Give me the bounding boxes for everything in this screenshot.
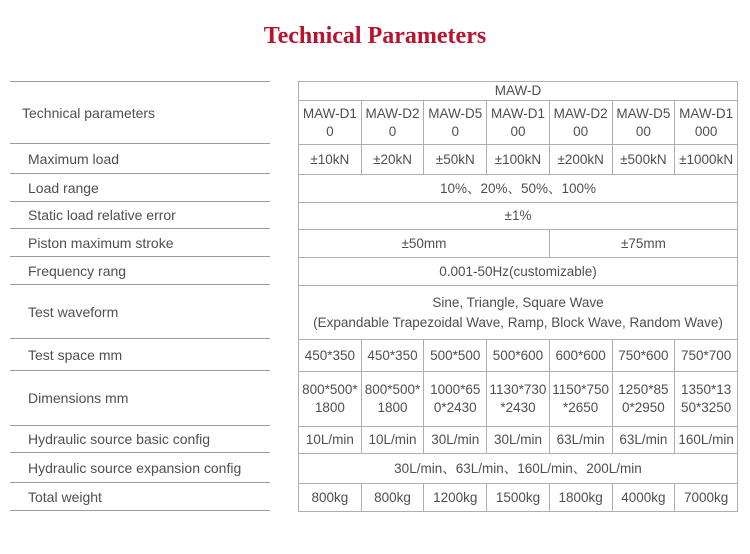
column-header-cell: MAW-D20: [361, 101, 424, 145]
table-cell: 800kg: [361, 484, 424, 512]
table-cell: 10L/min: [361, 427, 424, 454]
column-header-cell: MAW-D50: [424, 101, 487, 145]
table-row-dimensions: [299, 372, 738, 427]
table-row-test-waveform: [299, 286, 738, 340]
table-cell: 1000*650*2430: [424, 372, 487, 427]
param-label-dimensions: Dimensions mm: [10, 371, 270, 426]
table-cell: ±50kN: [424, 145, 487, 175]
column-header-cell: MAW-D100: [487, 101, 550, 145]
param-label-test-space: Test space mm: [10, 339, 270, 371]
param-label-static-load-relative-error: Static load relative error: [10, 202, 270, 229]
table-cell: ±75mm: [549, 230, 737, 258]
table-cell: 63L/min: [612, 427, 675, 454]
table-cell: 500*600: [487, 340, 550, 372]
table-cell: 800*500*1800: [299, 372, 362, 427]
table-cell: 10%、20%、50%、100%: [299, 175, 738, 203]
table-cell: 4000kg: [612, 484, 675, 512]
column-header-cell: MAW-D200: [549, 101, 612, 145]
table-row-piston-maximum-stroke: [299, 230, 738, 258]
param-label-hydraulic-expansion-config: Hydraulic source expansion config: [10, 453, 270, 483]
group-header-cell: MAW-D: [299, 82, 738, 101]
table-cell: 800*500*1800: [361, 372, 424, 427]
param-label-hydraulic-basic-config: Hydraulic source basic config: [10, 426, 270, 453]
table-cell: 450*350: [361, 340, 424, 372]
table-row-static-load-relative-error: [299, 203, 738, 230]
waveform-line-2: (Expandable Trapezoidal Wave, Ramp, Block Wave, Random Wave): [313, 314, 723, 330]
table-cell: 1350*1350*3250: [675, 372, 738, 427]
param-label-test-waveform: Test waveform: [10, 285, 270, 339]
table-cell: 1800kg: [549, 484, 612, 512]
table-cell: 0.001-50Hz(customizable): [299, 258, 738, 286]
table-row-column-headers: [299, 101, 738, 145]
param-label-maximum-load: Maximum load: [10, 144, 270, 174]
column-header-cell: MAW-D500: [612, 101, 675, 145]
table-cell: 30L/min: [424, 427, 487, 454]
table-cell: 800kg: [299, 484, 362, 512]
table-cell: 1150*750*2650: [549, 372, 612, 427]
table-cell: 7000kg: [675, 484, 738, 512]
table-cell: 450*350: [299, 340, 362, 372]
waveform-line-1: Sine, Triangle, Square Wave: [432, 294, 604, 310]
spec-table: [298, 81, 738, 512]
table-cell: [299, 286, 738, 340]
table-row-total-weight: [299, 484, 738, 512]
table-cell: 30L/min: [487, 427, 550, 454]
table-row-frequency-rang: [299, 258, 738, 286]
page-title: Technical Parameters: [263, 23, 487, 49]
table-cell: ±50mm: [299, 230, 550, 258]
column-header-cell: MAW-D1000: [675, 101, 738, 145]
table-row-hydraulic-basic-config: [299, 427, 738, 454]
table-cell: ±500kN: [612, 145, 675, 175]
table-cell: 500*500: [424, 340, 487, 372]
table-cell: ±10kN: [299, 145, 362, 175]
column-header-cell: MAW-D10: [299, 101, 362, 145]
table-cell: 1200kg: [424, 484, 487, 512]
table-row-test-space: [299, 340, 738, 372]
table-row-hydraulic-expansion-config: [299, 454, 738, 484]
table-cell: 1500kg: [487, 484, 550, 512]
table-cell: 600*600: [549, 340, 612, 372]
parameter-label-column: [10, 81, 270, 511]
param-label-total-weight: Total weight: [10, 483, 270, 511]
table-cell: 160L/min: [675, 427, 738, 454]
table-row-load-range: [299, 175, 738, 203]
param-label-frequency-rang: Frequency rang: [10, 257, 270, 285]
table-cell: 750*600: [612, 340, 675, 372]
table-cell: ±1%: [299, 203, 738, 230]
param-label-load-range: Load range: [10, 174, 270, 202]
table-cell: 30L/min、63L/min、160L/min、200L/min: [299, 454, 738, 484]
table-cell: 1250*850*2950: [612, 372, 675, 427]
table-cell: 1130*730*2430: [487, 372, 550, 427]
table-cell: 750*700: [675, 340, 738, 372]
table-row-group-header: [299, 82, 738, 101]
table-row-maximum-load: [299, 145, 738, 175]
table-cell: ±100kN: [487, 145, 550, 175]
table-cell: ±1000kN: [675, 145, 738, 175]
param-label-piston-maximum-stroke: Piston maximum stroke: [10, 229, 270, 257]
table-cell: 10L/min: [299, 427, 362, 454]
spec-layout: [10, 81, 750, 512]
table-cell: ±200kN: [549, 145, 612, 175]
param-label-technical-parameters: Technical parameters: [10, 81, 270, 144]
table-cell: ±20kN: [361, 145, 424, 175]
table-cell: 63L/min: [549, 427, 612, 454]
